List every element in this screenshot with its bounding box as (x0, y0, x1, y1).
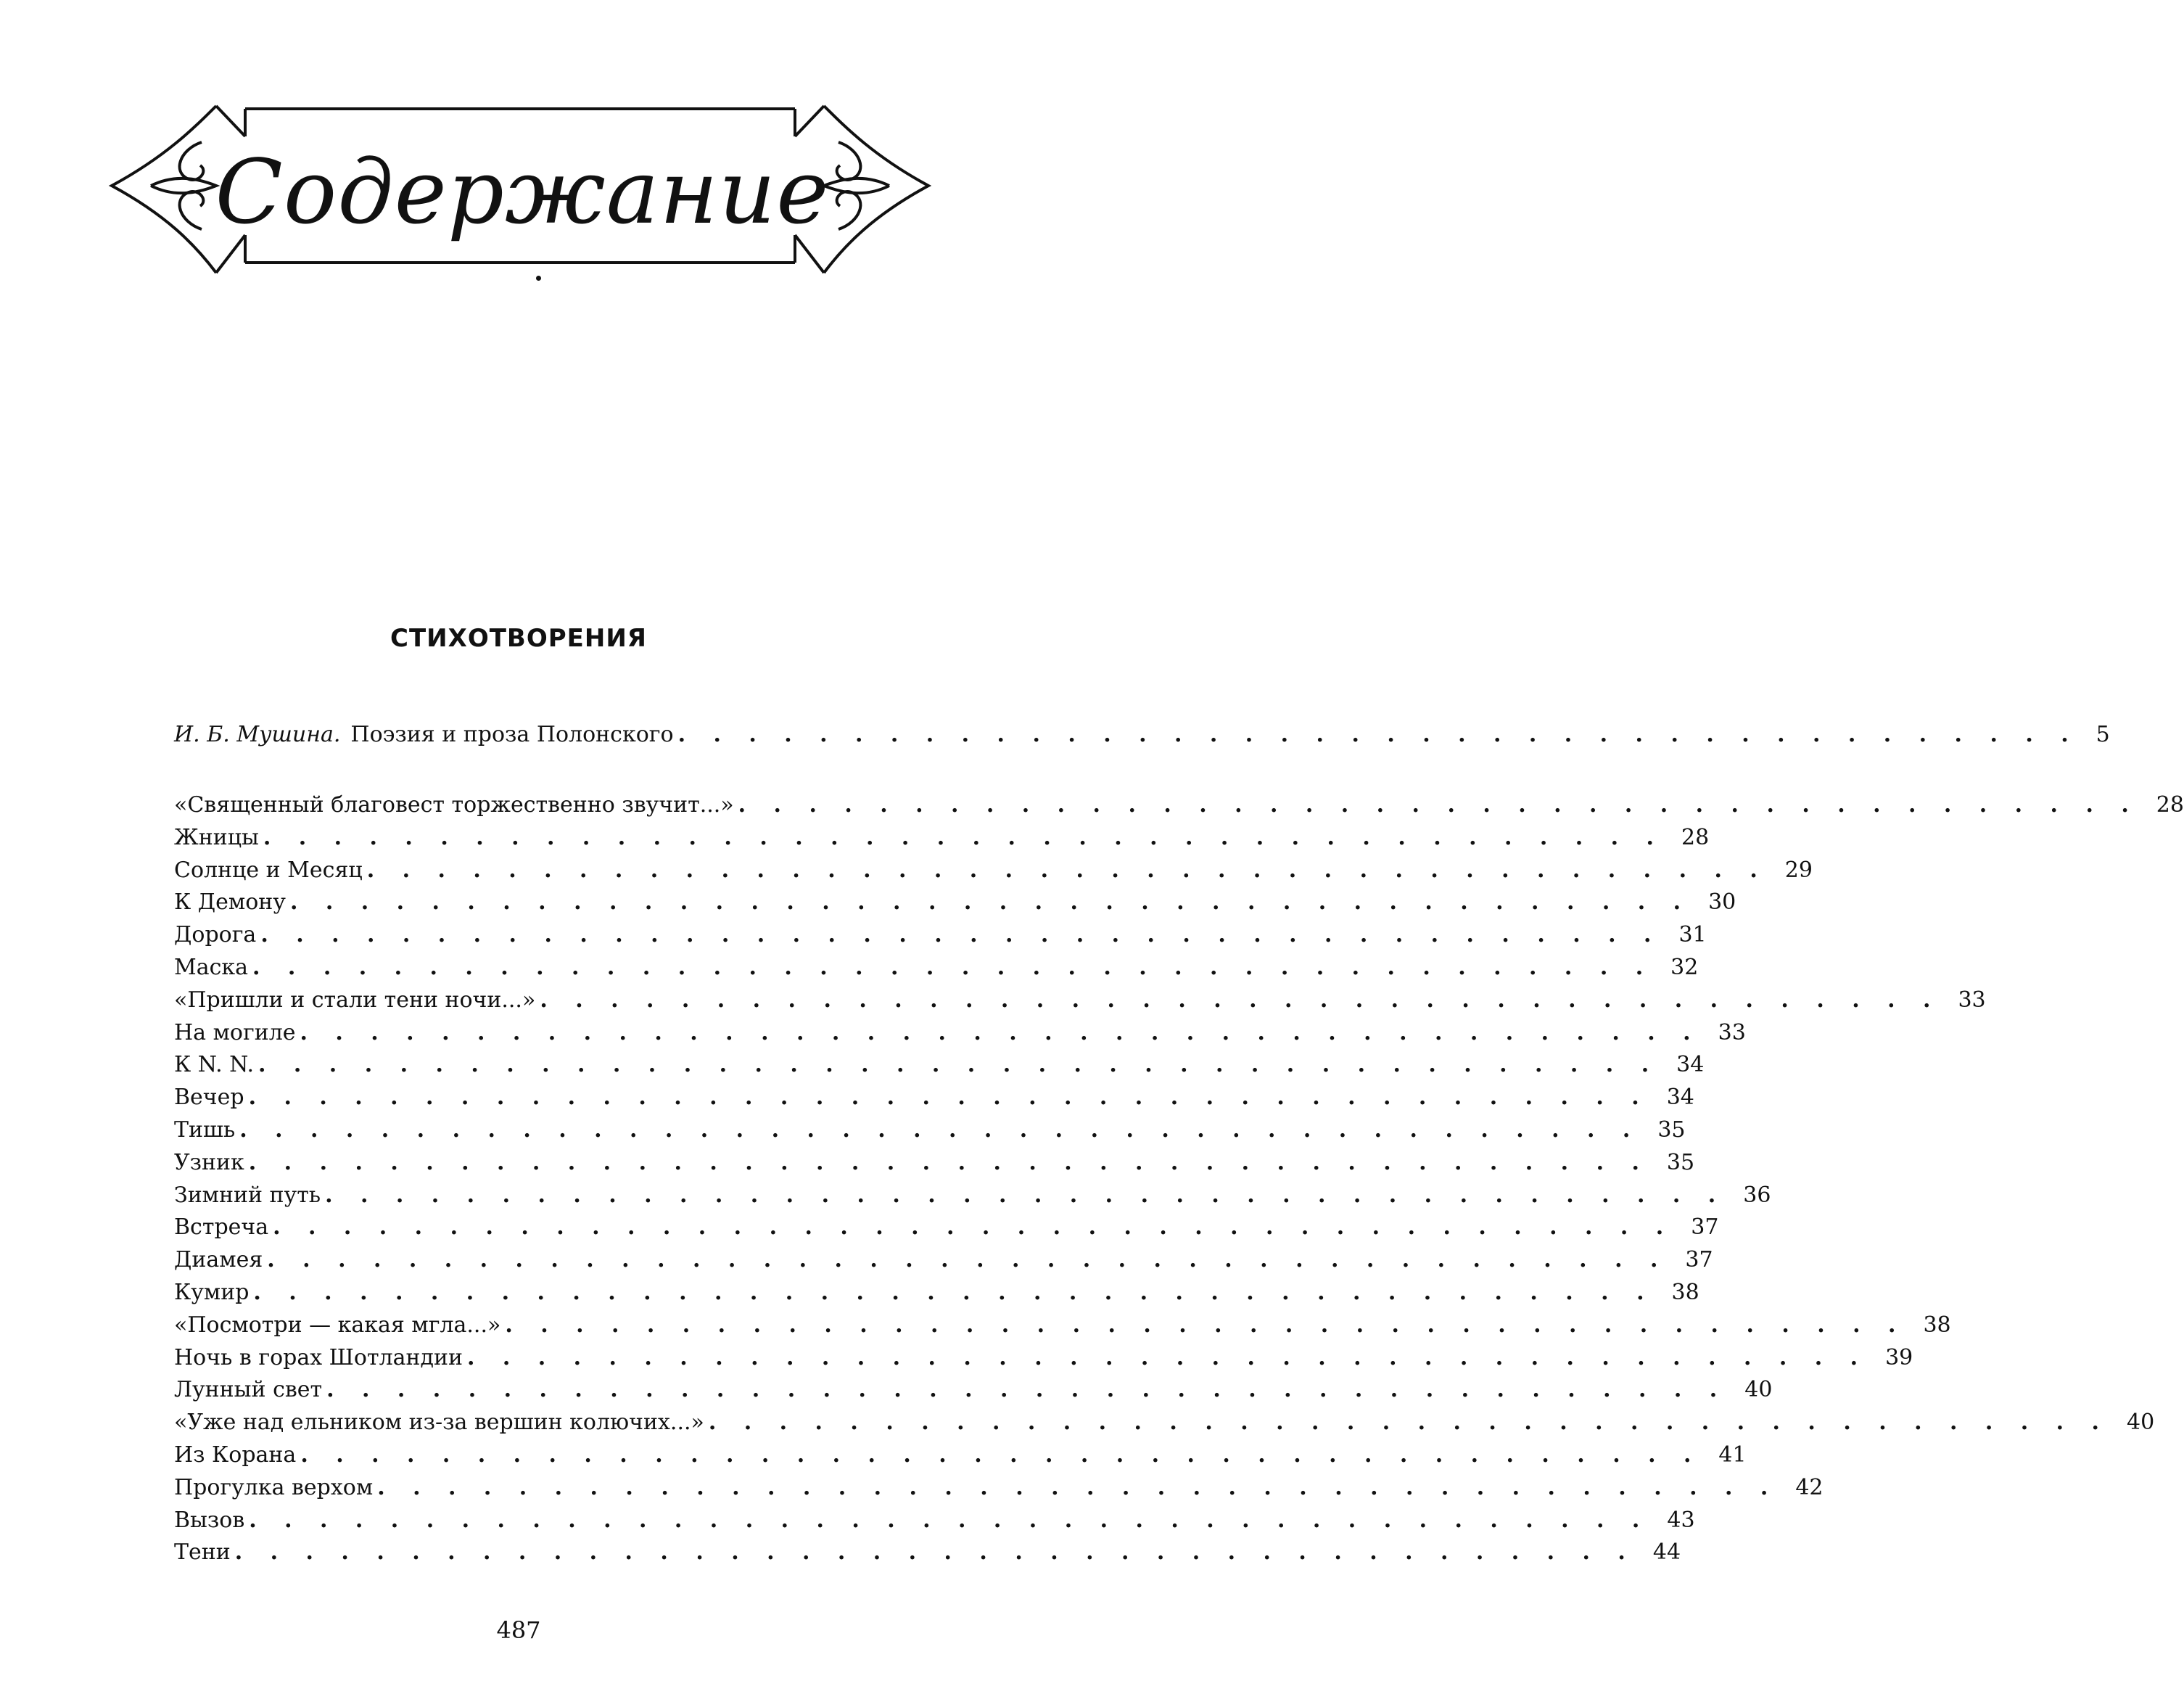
dot-leader: . . . . . . . . . . . . . . . . . . . . . . . . . . . . . . . . . . . . . . . . (248, 1149, 1649, 1175)
toc-entry[interactable] (174, 889, 1736, 921)
toc-entry[interactable] (174, 1442, 1747, 1474)
toc-entry-page: 28 (2156, 792, 2184, 818)
toc-entry[interactable] (174, 955, 1699, 987)
toc-entry-title: Прогулка верхом (174, 1474, 374, 1500)
dot-leader: . . . . . . . . . . . . . . . . . . . . . . . . . . . . . . . . . . . . . . . . (252, 955, 1654, 980)
dot-leader: . . . . . . . . . . . . . . . . . . . . . . . . . . . . . . . . . . . . . . . . (239, 1117, 1641, 1143)
page-heading: Содержание (215, 141, 830, 244)
toc-entry[interactable] (174, 1474, 1824, 1507)
toc-entry-page: 28 (1681, 824, 1710, 850)
toc-entry-page: 34 (1666, 1085, 1694, 1111)
dot-leader: . . . . . . . . . . . . . . . . . . . . . . . . . . . . . . . . . . . . . . . . (263, 824, 1664, 850)
toc-entry-title: Диамея (174, 1247, 263, 1273)
toc-entry[interactable] (174, 922, 1707, 954)
dot-leader: . . . . . . . . . . . . . . . . . . . . . . . . . . . . . . . . . . . . . . . . (289, 889, 1691, 916)
toc-entry-title: Жницы (174, 824, 259, 850)
toc-entry-title: К Демону (174, 889, 286, 916)
toc-entry-title: Зимний путь (174, 1182, 321, 1208)
toc-entry-page: 36 (1743, 1182, 1771, 1208)
toc-entry-title: Из Корана (174, 1442, 297, 1468)
toc-entry-title: Солнце и Месяц (174, 857, 363, 883)
dot-leader: . . . . . . . . . . . . . . . . . . . . . . . . . . . . . . . . . . . . . . . . (253, 1280, 1655, 1305)
toc-entry[interactable] (174, 1214, 1719, 1246)
dot-leader: . . . . . . . . . . . . . . . . . . . . . . . . . . . . . . . . . . . . . . . . (249, 1507, 1650, 1533)
toc-entry-title: Маска (174, 955, 249, 980)
toc-entry-page: 5 (2096, 722, 2110, 747)
toc-entry-title: Ночь в горах Шотландии (174, 1344, 463, 1370)
toc-entry[interactable] (174, 1280, 1699, 1312)
toc-entry-title: Узник (174, 1149, 244, 1175)
toc-entry-title: К N. N. (174, 1052, 255, 1078)
toc-entry-page: 42 (1795, 1474, 1824, 1500)
section-title: СТИХОТВОРЕНИЯ (390, 624, 647, 653)
toc-entry-page: 38 (1671, 1280, 1699, 1305)
toc-entry-title: Поэзия и проза Полонского (350, 722, 674, 747)
decorative-dot (536, 276, 541, 281)
toc-entry-title: Вечер (174, 1085, 244, 1111)
toc-entry-title: Тишь (174, 1117, 236, 1143)
toc-entry-page: 37 (1685, 1247, 1713, 1273)
dot-leader: . . . . . . . . . . . . . . . . . . . . . . . . . . . . . . . . . . . . . . . . (260, 922, 1662, 948)
toc-entry[interactable] (174, 987, 1986, 1019)
dot-leader: . . . . . . . . . . . . . . . . . . . . . . . . . . . . . . . . . . . . . . . . (326, 1377, 1728, 1403)
toc-entry-title: Встреча (174, 1214, 269, 1241)
toc-entry-title: Лунный свет (174, 1377, 323, 1403)
toc-entry-page: 37 (1691, 1214, 1719, 1241)
toc-entry-page: 40 (2126, 1410, 2155, 1436)
toc-entry-title: Тени (174, 1539, 231, 1566)
toc-entry-page: 32 (1670, 955, 1699, 980)
toc-entry-page: 44 (1652, 1539, 1681, 1566)
dot-leader: . . . . . . . . . . . . . . . . . . . . . . . . . . . . . . . . . . . . . . . . (366, 857, 1768, 883)
toc-entry[interactable] (174, 1507, 1695, 1539)
toc-entry-title: «Посмотри — какая мгла...» (174, 1312, 501, 1338)
dot-leader: . . . . . . . . . . . . . . . . . . . . . . . . . . . . . . . . . . . . . . . . (505, 1312, 1906, 1338)
toc-entry-page: 35 (1657, 1117, 1686, 1143)
toc-entry-title: Вызов (174, 1507, 245, 1533)
toc-entry-title: «Уже над ельником из-за вершин колючих...» (174, 1410, 704, 1436)
toc-entry[interactable] (174, 1410, 2155, 1442)
dot-leader: . . . . . . . . . . . . . . . . . . . . . . . . . . . . . . . . . . . . . . . . (234, 1539, 1636, 1566)
dot-leader: . . . . . . . . . . . . . . . . . . . . . . . . . . . . . . . . . . . . . . . . (738, 792, 2139, 818)
toc-entry-page: 30 (1708, 889, 1736, 916)
dot-leader: . . . . . . . . . . . . . . . . . . . . . . . . . . . . . . . . . . . . . . . . (466, 1344, 1868, 1370)
toc-entry-page: 34 (1676, 1052, 1705, 1078)
toc-entry[interactable] (174, 1312, 1951, 1344)
toc-entry[interactable] (174, 1052, 1705, 1084)
dot-leader: . . . . . . . . . . . . . . . . . . . . . . . . . . . . . . . . . . . . . . . . (300, 1442, 1702, 1468)
toc-entry-intro[interactable] (174, 722, 2110, 754)
toc-entry[interactable] (174, 792, 2184, 824)
toc-entry[interactable] (174, 1182, 1771, 1214)
toc-entry-page: 35 (1666, 1149, 1695, 1175)
toc-entry-page: 33 (1958, 987, 1986, 1013)
toc-entry-author: И. Б. Мушина. (174, 722, 341, 747)
toc-entry[interactable] (174, 1344, 1913, 1377)
toc-entry-page: 38 (1923, 1312, 1951, 1338)
toc-entry-title: Кумир (174, 1280, 250, 1305)
dot-leader: . . . . . . . . . . . . . . . . . . . . . . . . . . . . . . . . . . . . . . . . (248, 1085, 1649, 1111)
dot-leader: . . . . . . . . . . . . . . . . . . . . . . . . . . . . . . . . . . . . . . . . (677, 722, 2079, 747)
toc-entry-page: 33 (1718, 1019, 1746, 1045)
toc-entry[interactable] (174, 857, 1813, 889)
toc-entry-page: 40 (1744, 1377, 1773, 1403)
dot-leader: . . . . . . . . . . . . . . . . . . . . . . . . . . . . . . . . . . . . . . . . (258, 1052, 1660, 1078)
dot-leader: . . . . . . . . . . . . . . . . . . . . . . . . . . . . . . . . . . . . . . . . (300, 1019, 1701, 1045)
toc-entry[interactable] (174, 824, 1710, 857)
toc-entry[interactable] (174, 1149, 1695, 1182)
dot-leader: . . . . . . . . . . . . . . . . . . . . . . . . . . . . . . . . . . . . . . . . (540, 987, 1941, 1013)
toc-entry-page: 41 (1718, 1442, 1747, 1468)
dot-leader: . . . . . . . . . . . . . . . . . . . . . . . . . . . . . . . . . . . . . . . . (267, 1247, 1668, 1273)
dot-leader: . . . . . . . . . . . . . . . . . . . . . . . . . . . . . . . . . . . . . . . . (708, 1410, 2109, 1436)
toc-entry-title: «Священный благовест торжественно звучит...» (174, 792, 734, 818)
toc-entry[interactable] (174, 1117, 1686, 1149)
toc-entry[interactable] (174, 1377, 1773, 1409)
dot-leader: . . . . . . . . . . . . . . . . . . . . . . . . . . . . . . . . . . . . . . . . (325, 1182, 1726, 1208)
toc-entry-title: «Пришли и стали тени ночи...» (174, 987, 536, 1013)
toc-entry-title: Дорога (174, 922, 257, 948)
toc-entry-page: 29 (1784, 857, 1813, 883)
toc-entry[interactable] (174, 1539, 1681, 1571)
dot-leader: . . . . . . . . . . . . . . . . . . . . . . . . . . . . . . . . . . . . . . . . (377, 1474, 1779, 1500)
toc-entry-page: 43 (1667, 1507, 1695, 1533)
toc-entry-page: 39 (1885, 1344, 1913, 1370)
toc-entry[interactable] (174, 1247, 1713, 1279)
toc-entry-title: На могиле (174, 1019, 296, 1045)
dot-leader: . . . . . . . . . . . . . . . . . . . . . . . . . . . . . . . . . . . . . . . . (273, 1214, 1674, 1241)
page-number: 487 (496, 1616, 541, 1644)
toc-entry[interactable] (174, 1019, 1746, 1052)
toc-entry[interactable] (174, 1085, 1694, 1117)
toc-entry-page: 31 (1678, 922, 1707, 948)
